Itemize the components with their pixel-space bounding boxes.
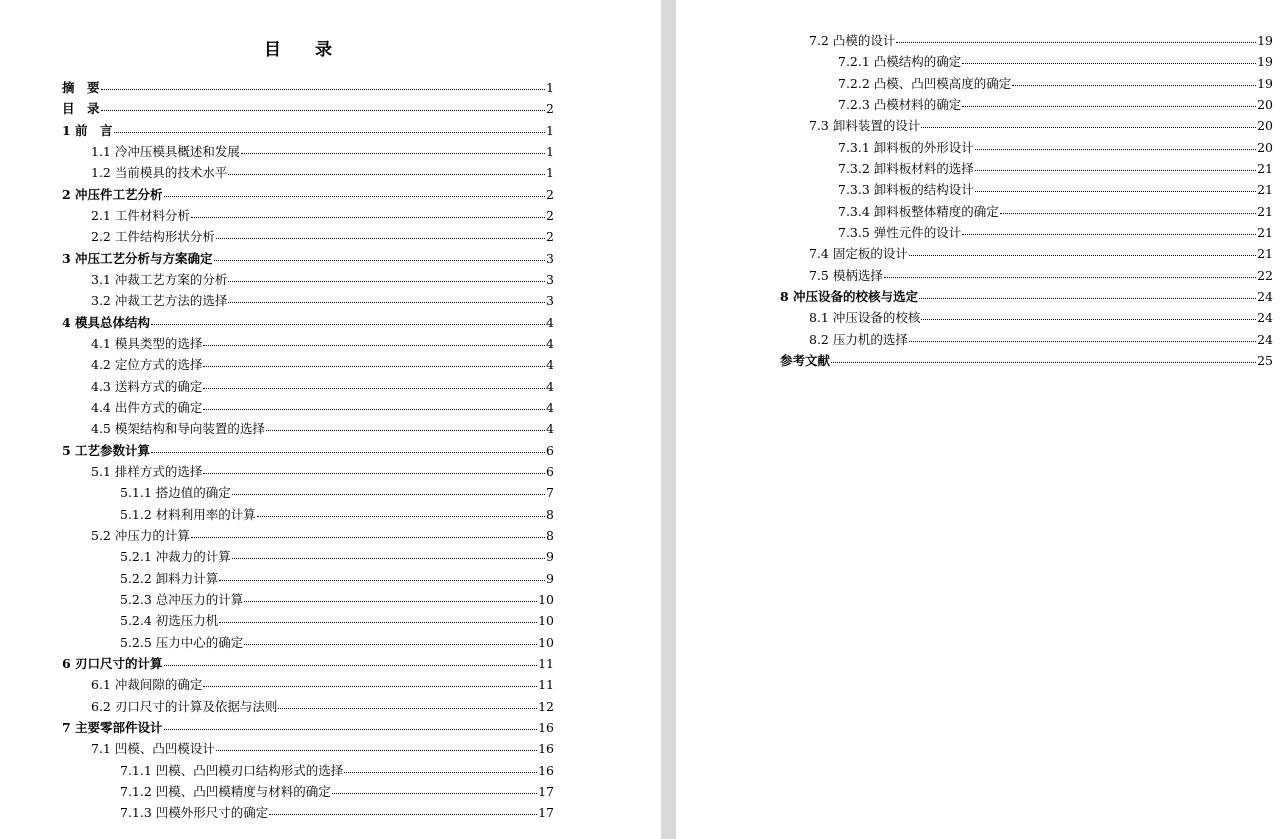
toc-dot-leader (278, 695, 537, 709)
toc-entry-label: 4 模具总体结构 (62, 314, 151, 330)
toc-entry-label: 4.5 模架结构和导向装置的选择 (91, 421, 265, 437)
toc-dot-leader (216, 737, 537, 751)
toc-entry[interactable] (809, 30, 1273, 51)
toc-entry-label: 8 冲压设备的校核与选定 (780, 288, 919, 304)
toc-entry[interactable] (62, 440, 554, 461)
toc-entry[interactable] (62, 184, 554, 205)
toc-entry-label: 5.2.2 卸料力计算 (120, 570, 219, 586)
toc-entry[interactable] (809, 115, 1273, 136)
toc-entry-label: 7.1.2 凹模、凸凹模精度与材料的确定 (120, 783, 331, 799)
toc-entry[interactable] (120, 568, 554, 589)
toc-dot-leader (203, 673, 537, 687)
toc-dot-leader (962, 50, 1256, 64)
toc-entry-page-number: 21 (1257, 182, 1273, 198)
toc-dot-leader (101, 97, 546, 111)
toc-dot-leader (228, 289, 545, 303)
toc-entry-label: 3.2 冲裁工艺方法的选择 (91, 293, 228, 309)
toc-dot-leader (232, 545, 545, 559)
toc-entry-label: 7.3.3 卸料板的结构设计 (838, 182, 974, 198)
toc-dot-leader (975, 136, 1256, 150)
toc-dot-leader (203, 396, 545, 410)
toc-entry-label: 4.4 出件方式的确定 (91, 399, 203, 415)
document-page-right (676, 0, 1280, 839)
toc-entry-label: 7.3.5 弹性元件的设计 (838, 224, 962, 240)
toc-entry-page-number: 7 (546, 485, 554, 501)
toc-dot-leader (884, 264, 1256, 278)
toc-entry[interactable] (120, 760, 554, 781)
toc-entry-label: 7 主要零部件设计 (62, 719, 163, 735)
toc-entry[interactable] (91, 226, 554, 247)
toc-entry[interactable] (91, 738, 554, 759)
toc-entry-page-number: 1 (546, 80, 554, 95)
toc-entry-page-number: 9 (546, 549, 554, 565)
toc-entry[interactable] (120, 589, 554, 610)
toc-entry[interactable] (62, 248, 554, 269)
toc-dot-leader (203, 353, 545, 367)
toc-entry-page-number: 3 (546, 293, 554, 309)
toc-dot-leader (228, 268, 545, 282)
toc-entry[interactable] (91, 269, 554, 290)
toc-entry-label: 2 冲压件工艺分析 (62, 186, 163, 202)
toc-entry[interactable] (809, 265, 1273, 286)
toc-dot-leader (191, 204, 545, 218)
toc-entry-label: 8.2 压力机的选择 (809, 331, 908, 347)
toc-entry[interactable] (91, 418, 554, 439)
toc-dot-leader (344, 759, 537, 773)
toc-entry-page-number: 2 (546, 207, 554, 223)
toc-entry-page-number: 21 (1257, 246, 1273, 262)
toc-entry[interactable] (91, 333, 554, 354)
toc-entry-page-number: 20 (1257, 96, 1273, 112)
toc-dot-leader (191, 524, 545, 538)
toc-entry-page-number: 22 (1257, 267, 1273, 283)
toc-dot-leader (962, 93, 1256, 107)
toc-entry-page-number: 19 (1257, 54, 1273, 70)
toc-dot-leader (962, 221, 1256, 235)
toc-entry[interactable] (120, 482, 554, 503)
toc-entry[interactable] (62, 653, 554, 674)
toc-dot-leader (219, 609, 537, 623)
toc-entry-label: 7.1.3 凹模外形尺寸的确定 (120, 805, 269, 821)
toc-dot-leader (219, 567, 545, 581)
toc-entry[interactable] (838, 94, 1273, 115)
toc-entry-label: 3 冲压工艺分析与方案确定 (62, 250, 213, 266)
toc-entry[interactable] (780, 350, 1273, 371)
toc-entry-label: 参考文献 (780, 352, 831, 368)
toc-entry-page-number: 2 (546, 101, 554, 117)
toc-entry[interactable] (120, 546, 554, 567)
toc-entry-page-number: 16 (538, 741, 554, 757)
toc-dot-leader (241, 140, 545, 154)
toc-entry[interactable] (120, 802, 554, 823)
toc-entry-page-number: 16 (538, 762, 554, 778)
toc-entry-page-number: 24 (1257, 331, 1273, 347)
toc-entry-page-number: 19 (1257, 33, 1273, 48)
toc-entry-label: 7.2 凸模的设计 (809, 33, 896, 48)
toc-entry-label: 5 工艺参数计算 (62, 442, 151, 458)
toc-dot-leader (203, 332, 545, 346)
toc-entry-label: 7.2.3 凸模材料的确定 (838, 96, 962, 112)
toc-dot-leader (216, 225, 545, 239)
toc-entry-page-number: 21 (1257, 160, 1273, 176)
toc-dot-leader (203, 375, 545, 389)
toc-entry[interactable] (91, 141, 554, 162)
toc-entry-label: 7.3 卸料装置的设计 (809, 118, 921, 134)
toc-entry[interactable] (838, 73, 1273, 94)
toc-entry-label: 7.3.1 卸料板的外形设计 (838, 139, 974, 155)
toc-entry-page-number: 1 (546, 165, 554, 181)
toc-entry-label: 1 前 言 (62, 122, 113, 138)
toc-entry-label: 1.2 当前模具的技术水平 (91, 165, 228, 181)
toc-entry-label: 5.1.2 材料利用率的计算 (120, 506, 256, 522)
toc-entry-page-number: 8 (546, 527, 554, 543)
toc-dot-leader (1000, 200, 1256, 214)
toc-dot-leader (919, 285, 1256, 299)
toc-entry[interactable] (809, 329, 1273, 350)
toc-entry[interactable] (120, 632, 554, 653)
toc-entry[interactable] (91, 461, 554, 482)
toc-entry-label: 5.2.4 初选压力机 (120, 613, 219, 629)
toc-dot-leader (164, 652, 538, 666)
toc-entry-label: 6.2 刃口尺寸的计算及依据与法则 (91, 698, 278, 714)
toc-entry-label: 4.1 模具类型的选择 (91, 335, 203, 351)
toc-entry-label: 7.2.1 凸模结构的确定 (838, 54, 962, 70)
toc-entry[interactable] (91, 525, 554, 546)
toc-dot-leader (921, 306, 1256, 320)
toc-entry-label: 4.2 定位方式的选择 (91, 357, 203, 373)
toc-entry-label: 2.1 工件材料分析 (91, 207, 190, 223)
toc-dot-leader (232, 481, 545, 495)
toc-entry[interactable] (62, 717, 554, 738)
toc-dot-leader (909, 242, 1256, 256)
toc-entry-page-number: 1 (546, 143, 554, 159)
toc-dot-leader (921, 114, 1256, 128)
toc-entry[interactable] (91, 290, 554, 311)
toc-entry-page-number: 4 (546, 421, 554, 437)
toc-dot-leader (831, 349, 1256, 363)
toc-entry[interactable] (62, 120, 554, 141)
toc-dot-leader (257, 503, 545, 517)
toc-dot-leader (101, 76, 546, 90)
toc-entry[interactable] (91, 205, 554, 226)
toc-dot-leader (228, 161, 545, 175)
toc-entry-page-number: 24 (1257, 288, 1273, 304)
toc-dot-leader (1012, 72, 1256, 86)
toc-dot-leader (151, 439, 545, 453)
toc-entry-page-number: 3 (546, 271, 554, 287)
toc-dot-leader (203, 460, 545, 474)
toc-entry-label: 2.2 工件结构形状分析 (91, 229, 215, 245)
toc-entry-page-number: 24 (1257, 310, 1273, 326)
toc-dot-leader (214, 247, 545, 261)
toc-entry[interactable] (809, 307, 1273, 328)
toc-entry-page-number: 2 (546, 186, 554, 202)
toc-entry-label: 5.2 冲压力的计算 (91, 527, 190, 543)
toc-entry[interactable] (62, 77, 554, 98)
toc-dot-leader (244, 631, 537, 645)
toc-dot-leader (909, 328, 1256, 342)
toc-dot-leader (269, 801, 537, 815)
toc-entry-label: 目 录 (62, 101, 100, 117)
toc-entry-label: 5.1.1 搭边值的确定 (120, 485, 231, 501)
toc-dot-leader (114, 119, 545, 133)
toc-entry-label: 6.1 冲裁间隙的确定 (91, 677, 203, 693)
toc-entry-label: 5.2.3 总冲压力的计算 (120, 591, 244, 607)
toc-entry-page-number: 2 (546, 229, 554, 245)
toc-entry-label: 7.2.2 凸模、凸凹模高度的确定 (838, 75, 1012, 91)
toc-entry-page-number: 20 (1257, 118, 1273, 134)
toc-entry-page-number: 11 (538, 677, 554, 693)
toc-entry[interactable] (120, 610, 554, 631)
toc-entry-label: 7.3.4 卸料板整体精度的确定 (838, 203, 999, 219)
toc-entry-label: 摘 要 (62, 80, 100, 95)
toc-dot-leader (164, 716, 538, 730)
toc-dot-leader (975, 157, 1256, 171)
toc-entry[interactable] (838, 51, 1273, 72)
toc-dot-leader (332, 780, 537, 794)
toc-entry[interactable] (91, 674, 554, 695)
toc-entry[interactable] (838, 158, 1273, 179)
toc-entry[interactable] (120, 504, 554, 525)
toc-entry-page-number: 11 (538, 655, 554, 671)
toc-entry-page-number: 10 (538, 591, 554, 607)
toc-dot-leader (266, 417, 545, 431)
toc-entry-page-number: 19 (1257, 75, 1273, 91)
toc-dot-leader (164, 183, 545, 197)
toc-entry[interactable] (91, 354, 554, 375)
toc-entry-label: 6 刃口尺寸的计算 (62, 655, 163, 671)
toc-entry-label: 5.1 排样方式的选择 (91, 463, 203, 479)
toc-entry[interactable] (838, 137, 1273, 158)
toc-entry-page-number: 10 (538, 613, 554, 629)
toc-entry-page-number: 4 (546, 378, 554, 394)
toc-entry-label: 7.3.2 卸料板材料的选择 (838, 160, 974, 176)
toc-entry-page-number: 4 (546, 399, 554, 415)
toc-entry-label: 4.3 送料方式的确定 (91, 378, 203, 394)
toc-entry[interactable] (780, 286, 1273, 307)
toc-entry[interactable] (838, 222, 1273, 243)
toc-entry-page-number: 4 (546, 357, 554, 373)
toc-entry-page-number: 4 (546, 335, 554, 351)
toc-entry-page-number: 12 (538, 698, 554, 714)
toc-entry[interactable] (91, 397, 554, 418)
toc-dot-leader (975, 178, 1256, 192)
toc-entry-page-number: 21 (1257, 203, 1273, 219)
toc-entry[interactable] (838, 179, 1273, 200)
toc-entry[interactable] (62, 98, 554, 119)
toc-entry-page-number: 17 (538, 783, 554, 799)
toc-entry[interactable] (91, 696, 554, 717)
toc-entry-label: 7.1.1 凹模、凸凹模刃口结构形式的选择 (120, 762, 344, 778)
toc-entry-label: 5.2.1 冲裁力的计算 (120, 549, 231, 565)
toc-entry-label: 5.2.5 压力中心的确定 (120, 634, 244, 650)
toc-entry-page-number: 25 (1257, 352, 1273, 368)
toc-entry[interactable] (120, 781, 554, 802)
toc-entry[interactable] (838, 201, 1273, 222)
toc-entry-page-number: 21 (1257, 224, 1273, 240)
toc-entry-page-number: 6 (546, 463, 554, 479)
toc-entry-label: 7.5 模柄选择 (809, 267, 883, 283)
toc-dot-leader (896, 29, 1256, 43)
toc-entry[interactable] (62, 312, 554, 333)
toc-entry-page-number: 20 (1257, 139, 1273, 155)
toc-entry-page-number: 9 (546, 570, 554, 586)
toc-entry-page-number: 6 (546, 442, 554, 458)
toc-entry-page-number: 8 (546, 506, 554, 522)
toc-title: 目 录 (264, 40, 346, 60)
toc-entry-page-number: 16 (538, 719, 554, 735)
toc-entry-page-number: 10 (538, 634, 554, 650)
toc-entry-page-number: 1 (546, 122, 554, 138)
toc-entry[interactable] (91, 162, 554, 183)
toc-entry-label: 7.4 固定板的设计 (809, 246, 908, 262)
toc-entry-label: 7.1 凹模、凸凹模设计 (91, 741, 215, 757)
toc-entry-label: 1.1 冷冲压模具概述和发展 (91, 143, 240, 159)
toc-entry-page-number: 4 (546, 314, 554, 330)
toc-dot-leader (244, 588, 537, 602)
toc-entry-page-number: 17 (538, 805, 554, 821)
toc-entry-page-number: 3 (546, 250, 554, 266)
toc-entry-label: 3.1 冲裁工艺方案的分析 (91, 271, 228, 287)
toc-entry-label: 8.1 冲压设备的校核 (809, 310, 921, 326)
toc-entry[interactable] (809, 243, 1273, 264)
toc-entry[interactable] (91, 376, 554, 397)
toc-dot-leader (151, 311, 545, 325)
